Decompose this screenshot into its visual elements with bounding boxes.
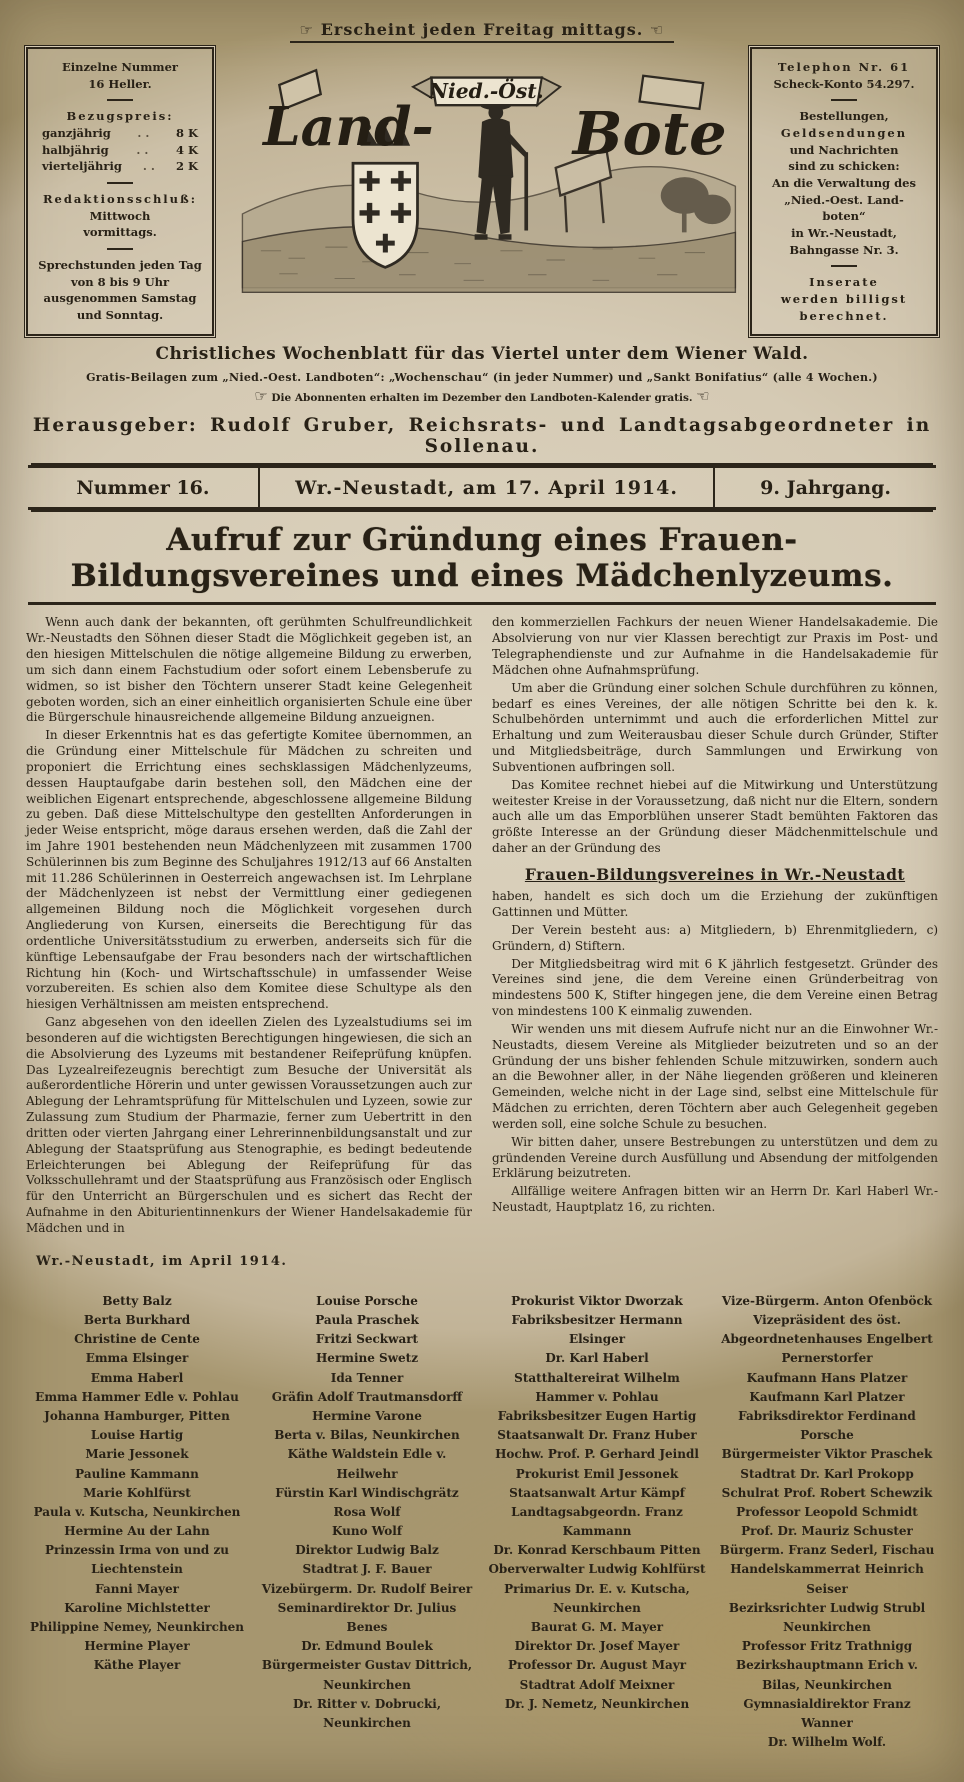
signatory-name: Direktor Dr. Josef Mayer xyxy=(514,1639,680,1654)
signatory-name: Schulrat Prof. Robert Schewzik xyxy=(721,1485,933,1500)
signatory-name: Gymnasialdirektor Franz Wanner xyxy=(743,1696,911,1730)
signatory-name: Bürgermeister Gustav Dittrich, Neunkirchen xyxy=(261,1658,473,1692)
svg-text:✚: ✚ xyxy=(358,197,382,231)
price-value: 2 K xyxy=(175,159,198,174)
paragraph: Wenn auch dank der bekannten, oft gerühmten Schulfreundlichkeit Wr.-Neustadts den Söhnen dieser Stadt die Möglichkeit gegeben ist, an den hiesigen Mittelschulen die nötige allgemeine Bildung zu erwerben, um sich dann einem Fachstudium oder sofort einem Lebensberufe zu widmen, so ist bisher den Töchtern unserer Stadt keine Gelegenheit geboten worden, sich an einer einheitlich organisierten Schule eine über die Bürgerschule hinausreichende allgemeine Bildung anzueignen. xyxy=(26,615,472,725)
dots: . . xyxy=(136,142,149,157)
price-row xyxy=(36,158,204,175)
signatory-name: Emma Haberl xyxy=(90,1370,184,1385)
signatory-name: Dr. Edmund Boulek xyxy=(301,1639,433,1654)
paragraph: haben, handelt es sich doch um die Erziehung der zukünftigen Gattinnen und Mütter. xyxy=(492,889,938,920)
price-row xyxy=(36,125,204,142)
paragraph: In dieser Erkenntnis hat es das gefertigte Komitee übernommen, an die Gründung einer Mittelschule für Mädchen zu schreiten und proponiert die Errichtung eines sechsklassigen Mädchenlyzeums, dessen Hauptaufgabe darin bestehen soll, den Mädchen eine der weiblichen Eigenart entsprechende, abgeschlossene allgemeine Bildung zu geben. Daß diese Mittelschultype den gestellten Anforderungen in jeder Weise entspricht, möge daraus ersehen werden, daß die Zahl der im Jahre 1901 bestehenden neun Mädchenlyzeen mit zusammen 1700 Schülerinnen bis zum Beginne des Schuljahres 1912/13 auf 66 Anstalten mit 11.286 Schülerinnen in Oesterreich angewachsen ist. Im Lehrplane der Mädchenlyzeen ist nebst der Vermittlung einer gediegenen allgemeinen Bildung noch die Möglichkeit vorgesehen durch Angliederung von Kursen, einerseits die Berechtigung für das ordentliche Universitätsstudium zu erwerben, anderseits sich für die künftige Lebensaufgabe der Frau besonders nach der wirtschaftlichen Richtung hin (Koch- und Wirtschaftsschule) in umfassender Weise vorzubereiten. Es schien also dem Komitee diese Schultype als den hiesigen Verhältnissen am meisten entsprechend. xyxy=(26,728,472,1012)
paragraph: den kommerziellen Fachkurs der neuen Wiener Handelsakademie. Die Absolvierung von nur vier Klassen berechtigt zur Praxis im Post- und Telegraphendienste und zur Aufnahme in die Handelsakademie für Mädchen ohne Aufnahmsprüfung. xyxy=(492,615,938,677)
dots: . . xyxy=(142,159,155,174)
pointing-hand-right-icon: ☞ xyxy=(254,387,268,406)
send-to-line: sind zu schicken: xyxy=(788,159,900,174)
signatory-name: Kuno Wolf xyxy=(331,1524,403,1539)
article-body xyxy=(26,615,938,1269)
paragraph: Wir wenden uns mit diesem Aufrufe nicht nur an die Einwohner Wr.-Neustadts, diesem Vereine als Mitglieder beizutreten und so an der Gründung der uns bisher fehlenden Schule mitzuwirken, sondern auch an die Bewohner aller, in der Nähe liegenden größeren und kleineren Gemeinden, welche nicht in der Lage sind, selbst eine Mittelschule für Mädchen zu errichten, deren Töchtern aber auch Gelegenheit gegeben werden soll, eine solche Schule zu besuchen. xyxy=(492,1021,938,1131)
price-label: vierteljährig xyxy=(42,159,122,174)
signatory-name: Direktor Ludwig Balz xyxy=(295,1543,439,1558)
article-column-right xyxy=(492,615,938,1269)
pointing-hand-right-icon: ☞ xyxy=(299,21,315,39)
signatory-name: Vizepräsident des öst. Abgeordnetenhauses Engelbert Pernerstorfer xyxy=(721,1313,933,1366)
divider xyxy=(107,248,133,250)
news-line: und Nachrichten xyxy=(789,142,899,157)
office-hours-3: ausgenommen Samstag xyxy=(43,291,197,306)
signatory-name: Johanna Hamburger, Pitten xyxy=(44,1408,230,1423)
contact-info-box xyxy=(750,47,938,336)
signatory-name: Hermine Au der Lahn xyxy=(64,1524,210,1539)
paragraph: Ganz abgesehen von den ideellen Zielen des Lyzealstudiums sei im besonderen auf die wichtigsten Berechtigungen hingewiesen, die sich an die Absolvierung des Lyzeums mit bestandener Reifeprüfung knüpfen. Das Lyzealreifezeugnis berechtigt zum Besuche der Universität als außerordentliche Hörerin und unter gewissen Voraussetzungen auch zur Ablegung der Lehramtsprüfung für Mittelschulen und Lyzeen, sowie zur Zulassung zum Studium der Pharmazie, ferner zum Uebertritt in den dritten oder vierten Jahrgang einer Lehrerinnenbildungsanstalt und zur Ablegung der Staatsprüfung aus Stenographie, es bedingt bedeutende Erleichterungen bei Ablegung der Reifeprüfung für das Volksschullehramt und der Staatsprüfung aus Französisch oder Englisch für den Unterricht an Bürgerschulen und es sichert das Recht der Aufnahme in den Abiturientinnenkurs der Wiener Handelsakademie für Mädchen und in xyxy=(26,1015,472,1235)
issue-date: Wr.-Neustadt, am 17. April 1914. xyxy=(295,477,678,500)
signatory-name: Marie Kohlfürst xyxy=(83,1485,191,1500)
pointing-hand-left-icon: ☜ xyxy=(696,387,710,406)
signatories-column-1 xyxy=(26,1292,248,1753)
price-value: 4 K xyxy=(175,142,198,157)
paragraph: Allfällige weitere Anfragen bitten wir an Herrn Dr. Karl Haberl Wr.-Neustadt, Hauptplatz 16, zu richten. xyxy=(492,1184,938,1215)
signatory-name: Fabriksbesitzer Hermann Elsinger xyxy=(511,1313,683,1347)
issue-bar xyxy=(28,465,936,510)
administration-line-2: „Nied.-Oest. Land- xyxy=(784,192,904,207)
publisher-line: Herausgeber: Rudolf Gruber, Reichsrats- und Landtagsabgeordneter in Sollenau. xyxy=(32,415,932,458)
paragraph: Um aber die Gründung einer solchen Schule durchführen zu können, bedarf es eines Vereines, der alle nötigen Schritte bei den k. k. Schulbehörden unternimmt und auch die erforderlichen Mittel zur Erhaltung und zum Weiterausbau dieser Schule durch Gründer, Stifter und Mitgliedsbeiträge, durch Sammlungen und Erwirkung von Subventionen aufbringen soll. xyxy=(492,680,938,774)
signatory-name: Professor Leopold Schmidt xyxy=(736,1504,918,1519)
subscription-heading: Bezugspreis: xyxy=(66,109,174,124)
signatory-name: Stadtrat Dr. Karl Prokopp xyxy=(740,1466,914,1481)
remittances-line: Geldsendungen xyxy=(780,126,908,141)
address-street: Bahngasse Nr. 3. xyxy=(789,242,899,257)
signatory-name: Marie Jessonek xyxy=(85,1447,189,1462)
divider xyxy=(107,182,133,184)
svg-text:✚: ✚ xyxy=(358,164,382,198)
signatory-name: Louise Hartig xyxy=(90,1428,184,1443)
signatory-name: Seminardirektor Dr. Julius Benes xyxy=(277,1600,457,1635)
signatory-name: Philippine Nemey, Neunkirchen xyxy=(29,1620,245,1635)
article-column-left xyxy=(26,615,472,1269)
signatory-name: Hochw. Prof. P. Gerhard Jeindl xyxy=(495,1447,699,1462)
signatory-name: Käthe Player xyxy=(93,1658,181,1673)
signatory-name: Prof. Dr. Mauriz Schuster xyxy=(741,1524,913,1539)
price-label: halbjährig xyxy=(42,142,109,157)
divider xyxy=(831,265,857,267)
signatory-name: Bürgermeister Viktor Praschek xyxy=(721,1447,933,1462)
divider xyxy=(831,99,857,101)
signatory-name: Stadtrat J. F. Bauer xyxy=(302,1562,432,1577)
supplements-line: Gratis-Beilagen zum „Nied.-Oest. Landboten“: „Wochenschau“ (in jeder Nummer) und „Sankt Bonifatius“ (alle 4 Wochen.) xyxy=(86,371,878,385)
masthead-title-land: Land- xyxy=(263,94,434,158)
signatory-name: Bürgerm. Franz Sederl, Fischau xyxy=(719,1543,935,1558)
signatory-name: Fabriksdirektor Ferdinand Porsche xyxy=(738,1408,916,1443)
office-hours-2: von 8 bis 9 Uhr xyxy=(70,274,170,289)
signatory-name: Vizebürgerm. Dr. Rudolf Beirer xyxy=(261,1581,473,1596)
signatory-name: Bezirkshauptmann Erich v. Bilas, Neunkirchen xyxy=(736,1658,918,1692)
signatory-name: Hermine Varone xyxy=(312,1408,422,1423)
signatory-name: Professor Fritz Trathnigg xyxy=(741,1639,913,1654)
ads-line-2: werden billigst xyxy=(780,292,908,307)
pointing-hand-left-icon: ☜ xyxy=(649,21,665,39)
signatory-name: Käthe Waldstein Edle v. Heilwehr xyxy=(287,1447,447,1481)
paragraph: Der Verein besteht aus: a) Mitgliedern, b) Ehrenmitgliedern, c) Gründern, d) Stiftern. xyxy=(492,922,938,953)
divider xyxy=(107,99,133,101)
signatory-name: Statthaltereirat Wilhelm Hammer v. Pohlau xyxy=(514,1370,680,1404)
signatory-name: Fabriksbesitzer Eugen Hartig xyxy=(497,1408,697,1423)
signatory-name: Paula v. Kutscha, Neunkirchen xyxy=(33,1504,241,1519)
signatory-name: Fritzi Seckwart xyxy=(315,1332,419,1347)
telephone-number: Telephon Nr. 61 xyxy=(777,60,911,74)
administration-line-1: An die Verwaltung des xyxy=(772,176,916,191)
calendar-note-line xyxy=(26,387,938,405)
signatory-name: Prokurist Emil Jessonek xyxy=(515,1466,679,1481)
cheque-account: Scheck-Konto 54.297. xyxy=(773,76,915,91)
paragraph: Das Komitee rechnet hiebei auf die Mitwirkung und Unterstützung weitester Kreise in der Voraussetzung, daß nicht nur die Eltern, sondern auch alle um das Emporblühen unserer Stadt bemühten Faktoren das größte Interesse an der Gründung dieser Mädchenmittelschule und daher an der Gründung des xyxy=(492,777,938,855)
signatory-name: Handelskammerrat Heinrich Seiser xyxy=(730,1562,924,1596)
issue-volume: 9. Jahrgang. xyxy=(713,468,936,507)
signatory-name: Bezirksrichter Ludwig Strubl Neunkirchen xyxy=(728,1600,926,1635)
signatory-name: Berta Burkhard xyxy=(83,1313,191,1328)
signatory-name: Staatsanwalt Artur Kämpf xyxy=(509,1485,685,1500)
signatories-column-4 xyxy=(716,1292,938,1753)
office-hours-4: und Sonntag. xyxy=(76,308,164,323)
signatories-column-2 xyxy=(256,1292,478,1753)
masthead xyxy=(224,47,740,336)
frequency-text: Erscheint jeden Freitag mittags. xyxy=(320,20,644,39)
paragraph: Wir bitten daher, unsere Bestrebungen zu unterstützen und dem zu gründenden Vereine durch Ausfüllung und Absendung der mitfolgenden Erklärung beizutreten. xyxy=(492,1134,938,1181)
signatory-name: Fanni Mayer xyxy=(95,1581,179,1596)
signatory-name: Primarius Dr. E. v. Kutscha, Neunkirchen xyxy=(504,1581,690,1615)
masthead-title-bote: Bote xyxy=(572,99,727,169)
masthead-header xyxy=(26,47,938,336)
signatory-name: Vize-Bürgerm. Anton Ofenböck xyxy=(721,1293,933,1308)
signatory-name: Betty Balz xyxy=(102,1293,172,1308)
orders-line: Bestellungen, xyxy=(799,109,889,124)
masthead-illustration xyxy=(224,47,740,309)
address-city: in Wr.-Neustadt, xyxy=(791,226,897,241)
price-value: 8 K xyxy=(175,126,198,141)
single-issue-price: 16 Heller. xyxy=(88,76,152,91)
signatory-name: Kaufmann Karl Platzer xyxy=(749,1389,905,1404)
paper-subtitle: Christliches Wochenblatt für das Viertel unter dem Wiener Wald. xyxy=(155,344,809,365)
ads-line-1: Inserate xyxy=(809,275,879,290)
signatory-name: Hermine Player xyxy=(84,1639,190,1654)
calendar-note-text: Die Abonnenten erhalten im Dezember den Landboten-Kalender gratis. xyxy=(271,392,693,405)
dots: . . xyxy=(137,126,150,141)
masthead-title-region: Nied.-Öst. xyxy=(429,78,544,103)
signatory-name: Kaufmann Hans Platzer xyxy=(746,1370,908,1385)
signatory-name: Dr. Ritter v. Dobrucki, Neunkirchen xyxy=(292,1696,442,1730)
signatories-column-3 xyxy=(486,1292,708,1753)
signatory-name: Dr. Konrad Kerschbaum Pitten xyxy=(493,1543,701,1558)
signatory-name: Emma Elsinger xyxy=(85,1351,189,1366)
signatory-name: Fürstin Karl Windischgrätz xyxy=(275,1485,459,1500)
signatory-name: Pauline Kammann xyxy=(75,1466,199,1481)
frequency-line xyxy=(26,20,938,43)
deadline-day: Mittwoch xyxy=(89,208,151,223)
signatory-name: Professor Dr. August Mayr xyxy=(507,1658,687,1673)
signatories-section xyxy=(26,1292,938,1753)
signatory-name: Ida Tenner xyxy=(330,1370,404,1385)
signatory-name: Hermine Swetz xyxy=(315,1351,419,1366)
signatory-name: Prinzessin Irma von und zu Liechtenstein xyxy=(44,1543,230,1577)
signatory-name: Emma Hammer Edle v. Pohlau xyxy=(35,1389,239,1404)
office-hours-1: Sprechstunden jeden Tag xyxy=(38,258,202,273)
article-headline: Aufruf zur Gründung eines Frauen-Bildungsvereines und eines Mädchenlyzeums. xyxy=(28,512,936,605)
svg-text:✚: ✚ xyxy=(389,197,413,231)
article-dateline: Wr.-Neustadt, im April 1914. xyxy=(36,1253,288,1269)
deadline-heading: Redaktionsschluß: xyxy=(42,192,198,207)
signatory-name: Dr. Karl Haberl xyxy=(545,1351,649,1366)
signatory-name: Prokurist Viktor Dworzak xyxy=(511,1293,683,1308)
signatory-name: Dr. Wilhelm Wolf. xyxy=(767,1735,887,1750)
ads-line-3: berechnet. xyxy=(799,308,889,323)
single-issue-label: Einzelne Nummer xyxy=(62,60,178,74)
issue-number: Nummer 16. xyxy=(28,468,260,507)
price-label: ganzjährig xyxy=(42,126,111,141)
svg-text:✚: ✚ xyxy=(374,229,397,260)
signatory-name: Rosa Wolf xyxy=(333,1504,401,1519)
signatory-name: Paula Praschek xyxy=(315,1313,419,1328)
signatory-name: Christine de Cente xyxy=(74,1332,200,1347)
signatory-name: Dr. J. Nemetz, Neunkirchen xyxy=(504,1696,690,1711)
signatory-name: Berta v. Bilas, Neunkirchen xyxy=(274,1428,460,1443)
signatory-name: Oberverwalter Ludwig Kohlfürst xyxy=(488,1562,706,1577)
signatory-name: Louise Porsche xyxy=(316,1293,418,1308)
signatory-name: Baurat G. M. Mayer xyxy=(530,1620,664,1635)
article-subheading: Frauen-Bildungsvereines in Wr.-Neustadt xyxy=(524,864,906,884)
signatory-name: Gräfin Adolf Trautmansdorff xyxy=(271,1389,463,1404)
signatory-name: Landtagsabgeordn. Franz Kammann xyxy=(511,1504,683,1539)
signatory-name: Karoline Michlstetter xyxy=(64,1600,210,1615)
administration-line-3: boten“ xyxy=(822,209,866,224)
price-row xyxy=(36,142,204,159)
price-info-box xyxy=(26,47,214,336)
signatory-name: Staatsanwalt Dr. Franz Huber xyxy=(497,1428,697,1443)
svg-text:✚: ✚ xyxy=(389,164,413,198)
signatory-name: Stadtrat Adolf Meixner xyxy=(519,1677,675,1692)
deadline-time: vormittags. xyxy=(83,225,157,240)
paragraph: Der Mitgliedsbeitrag wird mit 6 K jährlich festgesetzt. Gründer des Vereines sind jene, die dem Vereine einen Gründerbeitrag von mindestens 500 K, Stifter hingegen jene, die dem Vereine einen Betrag von mindestens 100 K einmalig zuwenden. xyxy=(492,956,938,1019)
